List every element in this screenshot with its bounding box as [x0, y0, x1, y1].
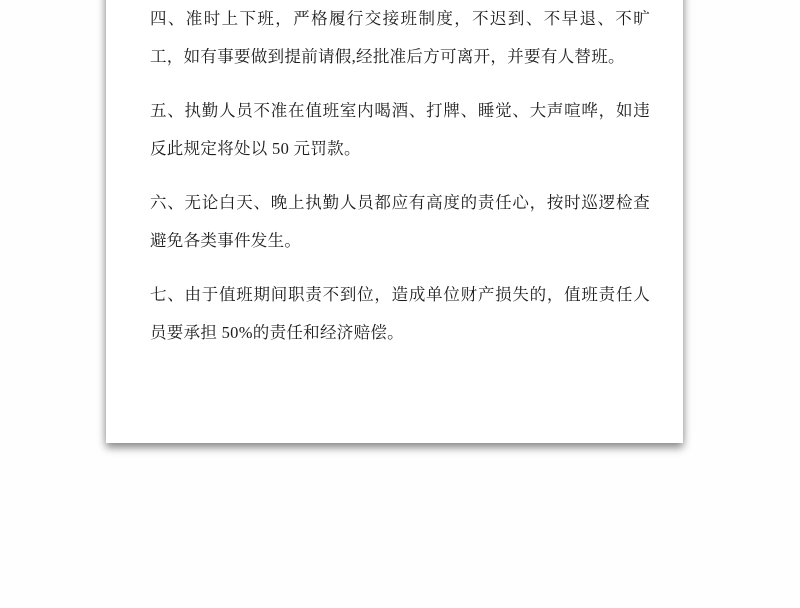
document-paragraph-rule-6: 六、无论白天、晚上执勤人员都应有高度的责任心，按时巡逻检查避免各类事件发生。	[150, 193, 650, 250]
document-page	[106, 0, 683, 443]
document-paragraph-rule-5: 五、执勤人员不准在值班室内喝酒、打牌、睡觉、大声喧哗，如违反此规定将处以 50 元罚款。	[150, 101, 650, 158]
document-paragraph-rule-4: 四、准时上下班，严格履行交接班制度，不迟到、不早退、不旷工，如有事要做到提前请假,经批准后方可离开，并要有人替班。	[150, 9, 650, 66]
page-content	[106, 0, 683, 352]
document-paragraph-rule-7: 七、由于值班期间职责不到位，造成单位财产损失的，值班责任人员要承担 50%的责任和经济赔偿。	[150, 285, 650, 342]
